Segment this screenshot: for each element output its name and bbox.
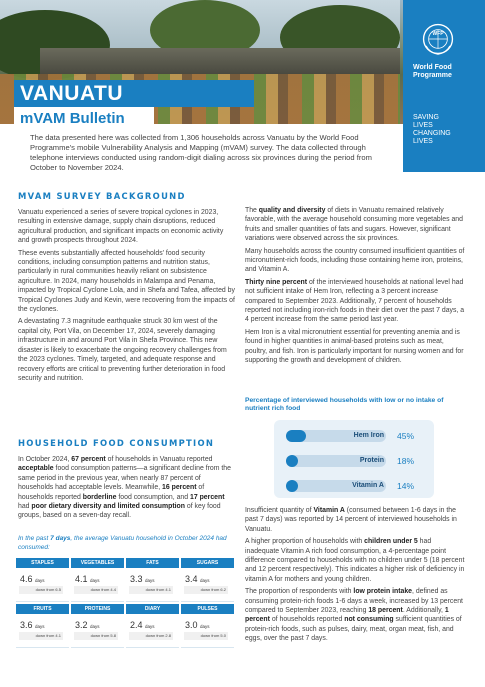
food-group-change-box <box>74 632 118 640</box>
chart-bar <box>286 430 306 442</box>
food-group-days <box>20 574 45 584</box>
food-groups-header-row <box>16 604 234 614</box>
text-run: of key food groups, based on a seven-day recall. <box>18 503 221 520</box>
wfp-name-line: Programme <box>413 72 452 79</box>
title-block <box>14 80 254 131</box>
food-group-change: down from 4.1 <box>145 587 171 592</box>
days-unit: days <box>35 578 45 583</box>
food-group-cell <box>71 614 124 648</box>
food-group-change-box <box>129 632 173 640</box>
days-value: 3.2 <box>75 620 88 630</box>
paragraph <box>18 455 236 521</box>
paragraph <box>245 587 467 643</box>
chart-bar-row <box>286 480 485 494</box>
text-run: of households in Vanuatu reported <box>105 456 213 463</box>
text-run: Insufficient quantity of <box>245 507 314 514</box>
food-group-name: PROTEINS <box>71 604 124 614</box>
chart-data-label: 14% <box>397 481 415 491</box>
text-run: In October 2024, <box>18 456 72 463</box>
section-title-survey-background: MVAM SURVEY BACKGROUND <box>18 191 186 201</box>
chart-bar <box>286 455 298 467</box>
paragraph <box>245 206 467 244</box>
food-group-cell <box>126 614 179 648</box>
wfp-name <box>413 64 477 80</box>
days-value: 3.3 <box>130 574 143 584</box>
country-title: VANUATU <box>20 82 124 105</box>
wfp-tag-line: SAVING <box>413 114 439 121</box>
wfp-logo-panel <box>403 0 485 172</box>
food-group-change: down from 4.1 <box>35 633 61 638</box>
text-run-bold: poor dietary diversity and limited consumption <box>31 503 185 511</box>
text-run: , defined as consuming protein-rich foods 1-6 days a week, increased by 13 percent compared to September 2023, reaching <box>245 588 463 615</box>
country-banner <box>14 80 254 107</box>
text-run: The proportion of respondents with <box>245 588 354 596</box>
text-run: , the average Vanuatu household in October 2024 had consumed: <box>18 535 227 551</box>
food-group-cell <box>16 614 69 648</box>
food-groups-row <box>16 614 234 648</box>
days-value: 2.4 <box>130 620 143 630</box>
chart-category-label: Protein <box>359 457 384 464</box>
food-group-change: down from 5.8 <box>90 633 116 638</box>
food-table-caption <box>18 535 233 552</box>
text-run-bold: low protein intake <box>353 588 412 596</box>
paragraph <box>245 506 467 534</box>
text-run: . Additionally, <box>402 607 445 615</box>
days-unit: days <box>145 624 155 629</box>
food-group-cell <box>16 568 69 602</box>
wfp-tag-line: LIVES <box>413 122 433 129</box>
food-group-change-box <box>129 586 173 594</box>
food-group-name: SUGARS <box>181 558 234 568</box>
survey-background-text <box>18 208 236 386</box>
food-group-cell <box>181 614 234 648</box>
text-run: had inadequate Vitamin A rich food consumption, a 4-percentage point difference compared to households with no children under 5 (18 percent and 12 percent respectively). This indicates a higher risk of deficiency in vitamin A for mothers and young children. <box>245 538 465 583</box>
chart-title: Percentage of interviewed households with low or no intake of nutrient rich food <box>245 397 444 413</box>
chart-data-label: 45% <box>397 431 415 441</box>
paragraph: Hem Iron is a vital micronutrient essential for preventing anemia and is found in higher quantities in animal-based proteins such as meat, poultry, and fish. Iron is particularly important for nursing women and for supporting the growth and development of children. <box>245 328 464 365</box>
food-group-name: FRUITS <box>16 604 69 614</box>
food-consumption-text <box>18 455 236 524</box>
bulletin-banner <box>14 107 154 131</box>
food-group-days <box>185 620 210 630</box>
bulletin-title: mVAM Bulletin <box>20 110 125 127</box>
text-run-bold: Thirty nine percent <box>245 278 308 286</box>
hero-market-roof <box>40 48 400 74</box>
paragraph: Many households across the country consumed insufficient quantities of micronutrient-rich foods, including those containing heme iron, proteins, and Vitamin A. <box>245 247 465 274</box>
food-group-days <box>75 620 100 630</box>
text-run-bold: 16 percent <box>162 484 197 492</box>
food-group-cell <box>71 568 124 602</box>
paragraph: Vanuatu experienced a series of severe tropical cyclones in 2023, resulting in extensive damage, supply chain disruptions, reduced agricultural production, and significant impacts on economic activity and growth prospects throughout 2024. <box>18 209 224 245</box>
text-run-bold: quality and diversity <box>258 207 326 214</box>
food-group-change-box <box>19 632 63 640</box>
food-group-days <box>130 574 155 584</box>
text-run-bold: 17 percent <box>190 493 225 501</box>
text-run: sufficient quantities of protein-rich foods, such as pulses, dairy, meat, organ meat, fish, and eggs, over the past 7 days. <box>245 616 462 643</box>
text-run: A higher proportion of households with <box>245 538 365 546</box>
food-group-change-box <box>74 586 118 594</box>
days-value: 4.1 <box>75 574 88 584</box>
text-run: food consumption, and <box>116 493 191 501</box>
food-group-change-box <box>184 632 228 640</box>
chart-bar-row <box>286 455 485 469</box>
food-group-change: down from 6.5 <box>35 587 61 592</box>
text-run: In the past <box>18 535 51 542</box>
chart-bar-row <box>286 430 485 444</box>
food-group-days <box>20 620 45 630</box>
text-run-bold: 67 percent <box>71 456 106 463</box>
text-run: had <box>18 503 32 511</box>
food-group-cell <box>181 568 234 602</box>
text-run-bold: children under 5 <box>364 538 418 546</box>
days-unit: days <box>200 578 210 583</box>
food-group-change: down from 4.4 <box>90 587 116 592</box>
text-run: of the interviewed households at national level had not sufficient intake of Hem Iron, reflecting a 3 percent increase compared to September 2023. Additionally, 7 percent of households reported not including iron-rich foods in their diet over the past 7 days, a 4 percent increase from the same period last year. <box>245 278 465 324</box>
days-value: 4.6 <box>20 574 33 584</box>
days-value: 3.0 <box>185 620 198 630</box>
wfp-tag-line: LIVES <box>413 138 433 145</box>
text-run-bold: not consuming <box>344 616 394 624</box>
paragraph <box>245 537 467 584</box>
text-run: food consumption patterns—a significant decline from the same period in the previous year, when nearly 87 percent of households had acceptable levels. Meanwhile, <box>18 465 231 492</box>
days-unit: days <box>90 578 100 583</box>
food-group-change: down from 2.8 <box>145 633 171 638</box>
svg-text:WFP: WFP <box>432 30 444 37</box>
food-groups-header-row <box>16 558 234 568</box>
food-group-days <box>130 620 155 630</box>
food-group-cell <box>126 568 179 602</box>
days-unit: days <box>90 624 100 629</box>
chart-bar <box>286 480 298 492</box>
food-group-change-box <box>184 586 228 594</box>
wfp-name-line: World Food <box>413 64 452 71</box>
food-groups-table <box>16 558 234 648</box>
food-group-days <box>185 574 210 584</box>
text-run: of households reported <box>18 484 205 501</box>
text-run-bold: 7 days <box>50 535 71 542</box>
days-unit: days <box>145 578 155 583</box>
text-run: of diets in Vanuatu remained relatively favorable, with the average household consuming more vegetables and fruits and smaller quantities of fats and sugars. However, significant variations were observed across the six provinces. <box>245 207 463 243</box>
food-group-name: PULSES <box>181 604 234 614</box>
text-run-bold: 18 percent <box>368 607 403 615</box>
right-column-text-top <box>245 206 467 369</box>
text-run-bold: borderline <box>82 493 117 501</box>
section-title-food-consumption: HOUSEHOLD FOOD CONSUMPTION <box>18 438 215 448</box>
chart-data-label: 18% <box>397 456 415 466</box>
wfp-emblem-icon <box>421 22 455 56</box>
food-group-name: VEGETABLES <box>71 558 124 568</box>
food-group-change-box <box>19 586 63 594</box>
text-run: of households reported <box>269 616 345 624</box>
food-group-name: STAPLES <box>16 558 69 568</box>
text-run: The <box>245 207 259 214</box>
wfp-tagline <box>413 114 477 146</box>
days-unit: days <box>35 624 45 629</box>
wfp-tag-line: CHANGING <box>413 130 451 137</box>
intro-paragraph: The data presented here was collected from 1,306 households across Vanuatu by the World Food Programme's mobile Vulnerability Analysis and Mapping (mVAM) survey. The data collected through telephone interviews conducted using random-digit dialing across six provinces during the period from October to November 2024. <box>30 133 372 172</box>
food-group-change: down from 5.0 <box>200 633 226 638</box>
right-column-text-bottom <box>245 506 467 647</box>
chart-category-label: Vitamin A <box>352 482 384 489</box>
food-group-name: FATS <box>126 558 179 568</box>
text-run-bold: Vitamin A <box>313 507 345 514</box>
paragraph <box>245 278 467 325</box>
text-run: (consumed between 1-6 days in the past 7 days) was reported by 14 percent of interviewed households in Vanuatu. <box>245 507 457 533</box>
days-unit: days <box>200 624 210 629</box>
chart-category-label: Hem Iron <box>353 432 384 439</box>
food-group-name: DIARY <box>126 604 179 614</box>
food-group-change: down from 6.2 <box>200 587 226 592</box>
paragraph: These events substantially affected households' food security conditions, including consumption patterns and nutrition status, particularly in rural communities heavily reliant on subsistence agriculture. In 2024, many households in Malampa and Penama, impacted by Tropical Cyclone Lola, and in Shefa and Tafea, affected by Tropical Cyclones Judy and Kevin, were recovering from the impacts of the cyclones. <box>18 249 235 314</box>
paragraph: A devastating 7.3 magnitude earthquake struck 30 km west of the capital city, Port Vila, on December 17, 2024, severely damaging infrastructure in and around Port Vila in Shefa Province. This new disaster is likely to exacerbate the ongoing recovery challenges from the 2023 cyclones. Timely, targeted, and adequate response and recovery efforts are critical to preventing further deterioration in food security and nutrition. <box>18 318 227 382</box>
days-value: 3.6 <box>20 620 33 630</box>
days-value: 3.4 <box>185 574 198 584</box>
text-run-bold: 1 percent <box>245 607 449 624</box>
food-groups-row <box>16 568 234 602</box>
text-run-bold: acceptable <box>18 465 54 473</box>
food-group-days <box>75 574 100 584</box>
